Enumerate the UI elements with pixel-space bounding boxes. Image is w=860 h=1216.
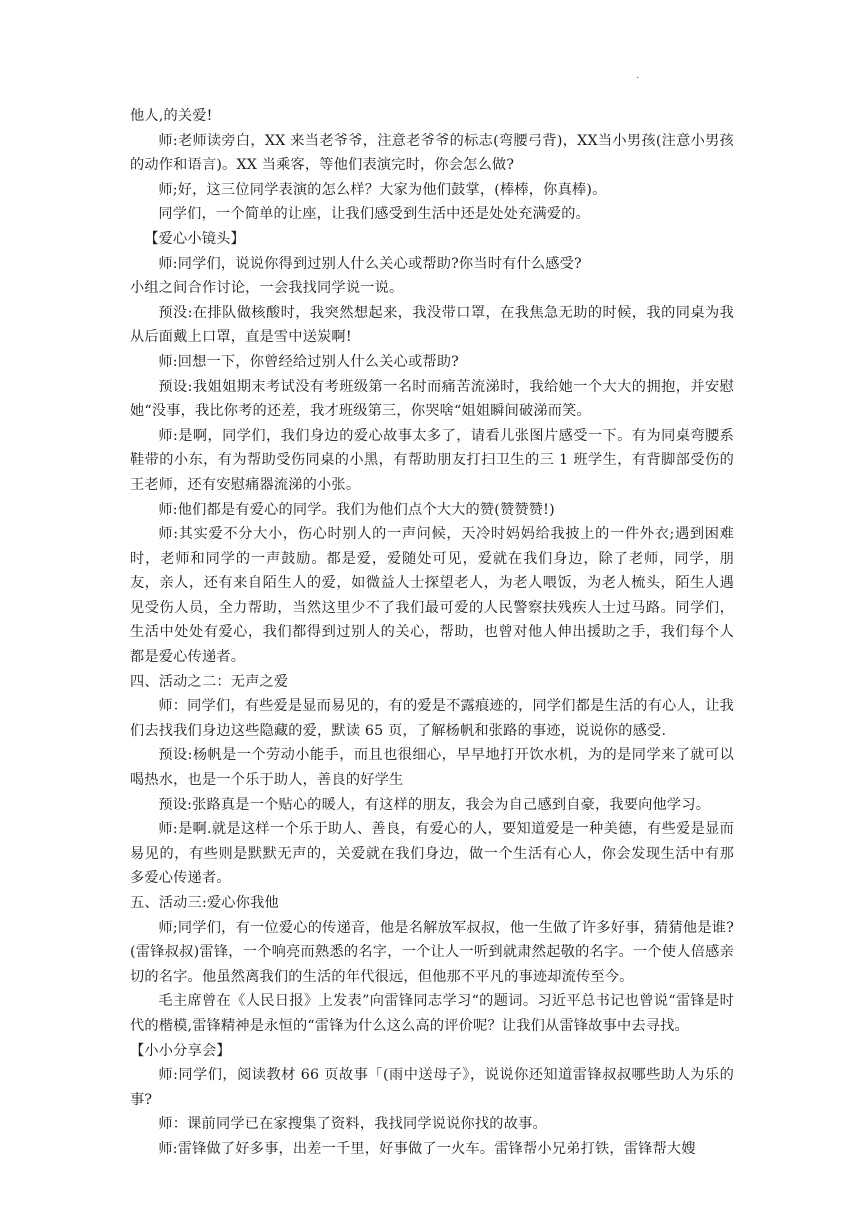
- paragraph: 预设:张路真是一个贴心的暖人，有这样的朋友，我会为自己感到自豪，我要向他学习。: [158, 796, 711, 813]
- section-heading: 五、活动三:爱心你我他: [130, 895, 279, 911]
- paragraph: 师:同学们，说说你得到过别人什么关心或帮助?你当时有什么感受?: [158, 255, 582, 272]
- section-heading: 四、活动之二：无声之爱: [130, 673, 289, 690]
- section-heading: 【爱心小镜头】: [144, 230, 245, 247]
- paragraph: 师:同学们，阅读教材 66 页故事「(雨中送母子》，说说你还知道雷锋叔叔哪些助人为乐的事?: [130, 1067, 734, 1108]
- paragraph: 师;好，这三位同学表演的怎么样？大家为他们鼓掌，(棒棒，你真棒)。: [158, 181, 607, 198]
- paragraph: 预没:在排队做核酸时，我突然想起来，我没带口罩，在我焦急无助的时候，我的同桌为我从后面戴上口罩，直是雪中送炭啊!: [130, 304, 734, 346]
- paragraph: 师:雷锋做了好多事，出差一千里，好事做了一火车。雷锋帮小兄弟打铁，雷锋帮大嫂: [158, 1140, 696, 1157]
- paragraph: 师：同学们，有些爱是显而易见的，有的爱是不露痕迹的，同学们都是生活的有心人，让我们去找我们身边这些隐藏的爱，默读 65 页，了解杨帆和张路的事迹，说说你的感受.: [130, 698, 734, 739]
- document-body: [130, 104, 734, 1162]
- paragraph: 他人,的关爱!: [130, 108, 213, 124]
- paragraph: 师:他们都是有爱心的同学。我们为他们点个大大的赞(赞赞赞!): [158, 501, 555, 518]
- paragraph: 毛主席曾在《人民日报》上发表”向雷锋同志学习“的题词。习近平总书记也曾说“雷锋是时代的楷模,雷锋精神是永恒的“雷锋为什么这么高的评价呢？让我们从雷锋故事中去寻找。: [130, 993, 734, 1034]
- paragraph: 师:其实爱不分大小，伤心时别人的一声问候，天冷时妈妈给我披上的一件外衣;遇到困难时，老师和同学的一声鼓励。都是爱，爱随处可见，爱就在我们身边，除了老师，同学，朋友，亲人，还有来自陌生人的爱，如微益人士探望老人，为老人喂饭，为老人梳头，陌生人遇见受伤人员，全力帮助，当然这里少不了我们最可爱的人民警察扶残疾人士过马路。同学们，生活中处处有爱心，我们都得到过别人的关心，帮助，也曾对他人伸出援助之手，我们每个人都是爱心传递者。: [130, 526, 734, 666]
- paragraph: 师:回想一下，你曾经给过别人什么关心或帮助?: [158, 353, 459, 370]
- paragraph: 师:老师读旁白，XX 来当老爷爷，注意老爷爷的标志(弯腰弓背)，XX当小男孩(注意小男孩的动作和语言)。XX 当乘客，等他们表演完时，你会怎么做?: [130, 132, 734, 174]
- paragraph: 小组之间合作讨论，一会我找同学说一说。: [130, 280, 404, 297]
- paragraph: 师:是啊.就是这样一个乐于助人、善良，有爱心的人，要知道爱是一种美德，有些爱是显而易见的，有些则是默默无声的，关爱就在我们身边，做一个生活有心人，你会发现生活中有那多爱心传递者。: [130, 821, 734, 887]
- paragraph: 预设:杨帆是一个劳动小能手，而且也很细心，早早地打开饮水机，为的是同学来了就可以喝热水，也是一个乐于助人，善良的好学生: [130, 747, 734, 789]
- header-dot: .: [636, 70, 640, 81]
- paragraph: 同学们，一个简单的让座，让我们感受到生活中还是处处充满爱的。: [158, 206, 591, 223]
- paragraph: 师;同学们，有一位爱心的传递音，他是名解放军叔叔，他一生做了许多好事，猜猜他是谁?(雷锋叔叔)雷锋，一个响亮而熟悉的名字，一个让人一听到就肃然起敬的名字。一个使人倍感亲切的名字。他虽然离我们的生活的年代很远，但他那不平凡的事迹却流传至今。: [130, 919, 734, 985]
- paragraph: 师:是啊，同学们，我们身边的爱心故事太多了，请看儿张图片感受一下。有为同桌弯腰系鞋带的小东，有为帮助受伤同桌的小黑，有帮助朋友打扫卫生的三 1 班学生，有背脚部受伤的王老师，还有安慰痛器流涕的小张。: [130, 427, 734, 493]
- paragraph: 师：课前同学已在家搜集了资料，我找同学说说你找的故事。: [158, 1116, 547, 1133]
- paragraph: 预设:我姐姐期末考试没有考班级第一名时而痛苦流涕时，我给她一个大大的拥抱，并安慰她“没事，我比你考的还差，我才班级第三，你哭啥“姐姐瞬间破涕而笑。: [130, 378, 734, 420]
- section-heading: 【小小分享会】: [130, 1042, 231, 1059]
